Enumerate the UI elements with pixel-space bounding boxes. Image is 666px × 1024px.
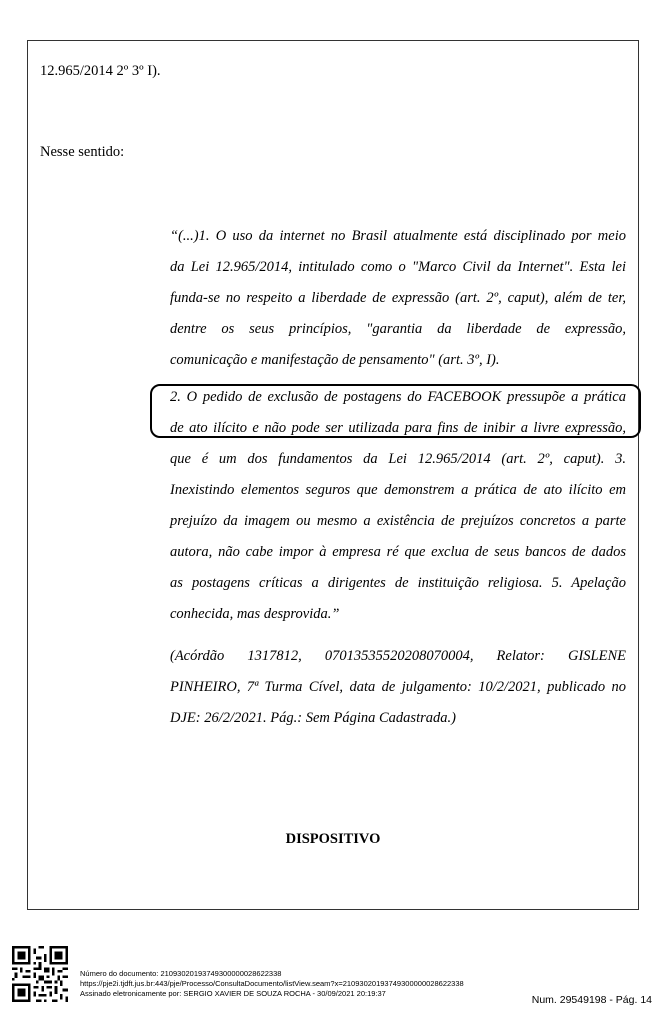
quote-line: que é um dos fundamentos da Lei 12.965/2014 (art. 2º, caput). 3. xyxy=(170,451,626,467)
electronic-signature: Assinado eletronicamente por: SERGIO XAVIER DE SOUZA ROCHA - 30/09/2021 20:19:37 xyxy=(80,989,386,998)
citation-reference xyxy=(170,645,626,738)
intro-text: Nesse sentido: xyxy=(40,144,125,160)
citation-line: PINHEIRO, 7ª Turma Cível, data de julgamento: 10/2/2021, publicado no xyxy=(170,679,626,695)
document-number: Número do documento: 21093020193749300000028622338 xyxy=(80,969,282,978)
quote-line: conhecida, mas desprovida.” xyxy=(170,606,340,622)
continued-text: 12.965/2014 2º 3º I). xyxy=(40,63,161,79)
citation-line: DJE: 26/2/2021. Pág.: Sem Página Cadastrada.) xyxy=(170,710,456,726)
citation-line: (Acórdão 1317812, 07013535520208070004, Relator: GISLENE xyxy=(170,648,626,664)
quote-line: funda-se no respeito a liberdade de expressão (art. 2º, caput), além de ter, xyxy=(170,290,626,306)
quote-line: comunicação e manifestação de pensamento" (art. 3º, I). xyxy=(170,352,500,368)
quote-line: as postagens críticas a dirigentes de instituição religiosa. 5. Apelação xyxy=(170,575,626,591)
quote-line: Inexistindo elementos seguros que demonstrem a prática de ato ilícito em xyxy=(170,482,626,498)
section-heading: DISPOSITIVO xyxy=(285,831,381,847)
quote-line: prejuízo da imagem ou mesmo a existência de prejuízos concretos a parte xyxy=(170,513,626,529)
quote-line-highlighted: de ato ilícito e não pode ser utilizada para fins de inibir a livre expressão, xyxy=(170,420,626,436)
quote-line: dentre os seus princípios, "garantia da liberdade de expressão, xyxy=(170,321,626,337)
quote-line: da Lei 12.965/2014, intitulado como o "Marco Civil da Internet". Esta lei xyxy=(170,259,626,275)
highlight-box xyxy=(150,384,641,438)
page-number: Num. 29549198 - Pág. 14 xyxy=(531,994,652,1006)
qr-code-icon xyxy=(12,946,68,1002)
quote-line: autora, não cabe impor à empresa ré que exclua de seus bancos de dados xyxy=(170,544,626,560)
jurisprudence-quote xyxy=(170,225,626,380)
document-url[interactable]: https://pje2i.tjdft.jus.br:443/pje/Processo/ConsultaDocumento/listView.seam?x=21093020193749300000028622338 xyxy=(80,979,464,988)
document-metadata xyxy=(80,969,464,999)
quote-line: “(...)1. O uso da internet no Brasil atualmente está disciplinado por meio xyxy=(170,228,626,244)
quote-line-highlighted: 2. O pedido de exclusão de postagens do FACEBOOK pressupõe a prática xyxy=(170,389,626,405)
